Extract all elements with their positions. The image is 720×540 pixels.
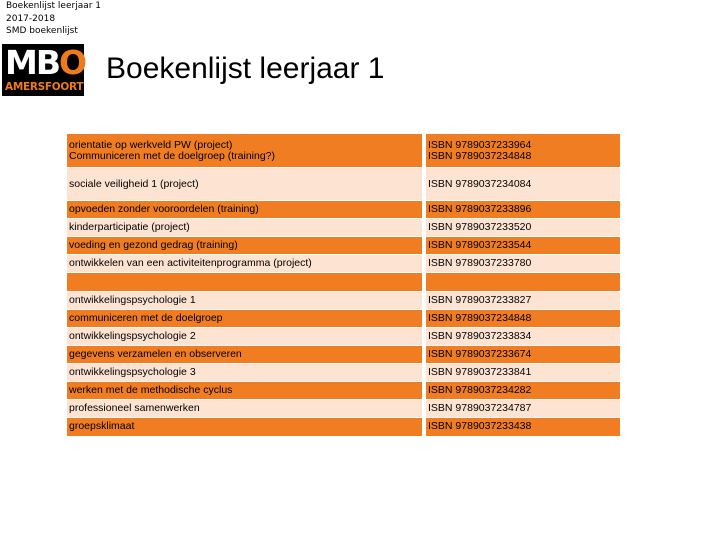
subject-cell: ontwikkelen van een activiteitenprogramma (project) xyxy=(67,255,424,273)
isbn-cell xyxy=(424,273,620,292)
logo-o-text: O xyxy=(59,43,86,82)
mbo-amersfoort-logo xyxy=(2,44,84,96)
isbn-cell: ISBN 9789037233520 xyxy=(424,219,620,237)
isbn-cell: ISBN 9789037234787 xyxy=(424,400,620,418)
subject-cell: opvoeden zonder vooroordelen (training) xyxy=(67,201,424,219)
table-row xyxy=(67,382,620,400)
subject-cell: communiceren met de doelgroep xyxy=(67,310,424,328)
subject-cell xyxy=(67,273,424,292)
isbn-text-2: ISBN 9789037234848 xyxy=(428,149,532,162)
header-title-text: Boekenlijst leerjaar 1 xyxy=(6,1,102,11)
isbn-cell: ISBN 9789037233834 xyxy=(424,328,620,346)
table-row xyxy=(67,255,620,273)
subject-cell: sociale veiligheid 1 (project) xyxy=(67,168,424,201)
isbn-cell xyxy=(424,134,620,168)
isbn-cell: ISBN 9789037234084 xyxy=(424,168,620,201)
logo-mb-text: MB xyxy=(5,43,59,82)
isbn-cell: ISBN 9789037234282 xyxy=(424,382,620,400)
header-year-text: 2017-2018 xyxy=(6,13,56,24)
isbn-cell: ISBN 9789037233674 xyxy=(424,346,620,364)
subject-text: orientatie op werkveld PW (project) xyxy=(69,138,233,151)
table-row xyxy=(67,168,620,201)
subject-text-2: Communiceren met de doelgroep (training?) xyxy=(69,149,276,162)
subject-cell: gegevens verzamelen en observeren xyxy=(67,346,424,364)
isbn-cell: ISBN 9789037233827 xyxy=(424,292,620,310)
isbn-cell: ISBN 9789037233896 xyxy=(424,201,620,219)
subject-cell: ontwikkelingspsychologie 1 xyxy=(67,292,424,310)
isbn-cell: ISBN 9789037233780 xyxy=(424,255,620,273)
table-row xyxy=(67,219,620,237)
table-row xyxy=(67,273,620,292)
isbn-cell: ISBN 9789037233438 xyxy=(424,418,620,436)
subject-cell: groepsklimaat xyxy=(67,418,424,436)
logo-subtext: AMERSFOORT xyxy=(5,81,84,93)
table-row xyxy=(67,400,620,418)
table-row xyxy=(67,134,620,168)
page-title: Boekenlijst leerjaar 1 xyxy=(106,52,385,85)
isbn-cell: ISBN 9789037233841 xyxy=(424,364,620,382)
table-row xyxy=(67,364,620,382)
isbn-text: ISBN 9789037233964 xyxy=(428,138,532,151)
table-row xyxy=(67,328,620,346)
table-row xyxy=(67,237,620,255)
logo-wordmark xyxy=(5,43,86,82)
subject-cell xyxy=(67,134,424,168)
table-row xyxy=(67,201,620,219)
table-row xyxy=(67,418,620,436)
subject-cell: kinderparticipatie (project) xyxy=(67,219,424,237)
subject-cell: ontwikkelingspsychologie 3 xyxy=(67,364,424,382)
isbn-cell: ISBN 9789037233544 xyxy=(424,237,620,255)
header-subtitle-text: SMD boekenlijst xyxy=(6,26,78,36)
table-row xyxy=(67,310,620,328)
subject-cell: voeding en gezond gedrag (training) xyxy=(67,237,424,255)
isbn-cell: ISBN 9789037234848 xyxy=(424,310,620,328)
table-row xyxy=(67,346,620,364)
subject-cell: werken met de methodische cyclus xyxy=(67,382,424,400)
book-list-table xyxy=(67,133,620,436)
document-header xyxy=(6,0,101,38)
table-row xyxy=(67,292,620,310)
subject-cell: professioneel samenwerken xyxy=(67,400,424,418)
subject-cell: ontwikkelingspsychologie 2 xyxy=(67,328,424,346)
